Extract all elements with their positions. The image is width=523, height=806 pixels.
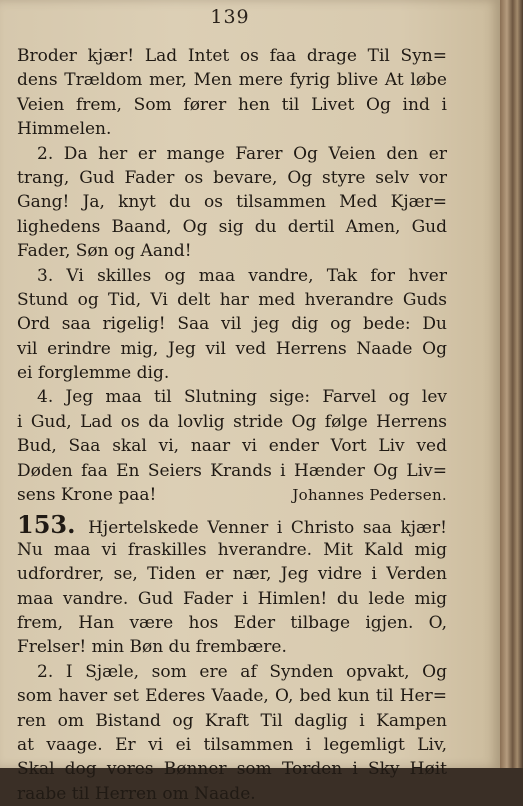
text-line: Stund og Tid, Vi delt har med hverandre Guds <box>17 289 447 310</box>
text-line: Skal dog vores Bønner som Torden i Sky Høit <box>17 759 447 780</box>
hymn-heading-line <box>17 510 447 540</box>
text-line: Veien frem, Som fører hen til Livet Og ind i <box>17 94 447 115</box>
text-line: ei forglemme dig. <box>17 363 170 384</box>
text-line: at vaage. Er vi ei tilsammen i legemligt Liv, <box>17 734 447 755</box>
verse-start-line: 4. Jeg maa til Slutning sige: Farvel og lev <box>37 387 447 408</box>
verse-start-line: 3. Vi skilles og maa vandre, Tak for hver <box>37 265 447 286</box>
text-line: ren om Bistand og Kraft Til daglig i Kampen <box>17 710 447 731</box>
text-line: udfordrer, se, Tiden er nær, Jeg vidre i Verden <box>17 564 447 585</box>
closing-line <box>17 483 447 507</box>
text-line: trang, Gud Fader os bevare, Og styre selv vor <box>17 167 447 188</box>
verse-start-line: 2. Da her er mange Farer Og Veien den er <box>37 143 447 164</box>
text-line: Bud, Saa skal vi, naar vi ender Vort Liv ved <box>17 436 447 457</box>
text-line: lighedens Baand, Og sig du dertil Amen, Gud <box>17 216 447 237</box>
text-line: vil erindre mig, Jeg vil ved Herrens Naade Og <box>17 338 447 359</box>
text-line: Ord saa rigelig! Saa vil jeg dig og bede: Du <box>17 314 447 335</box>
text-line: dens Trældom mer, Men mere fyrig blive At løbe <box>17 70 447 91</box>
verse-start-line: 2. I Sjæle, som ere af Synden opvakt, Og <box>37 661 447 682</box>
text-line: Broder kjær! Lad Intet os faa drage Til Syn= <box>17 46 447 66</box>
text-line: Gang! Ja, knyt du os tilsammen Med Kjær= <box>17 192 447 213</box>
page-number: 139 <box>210 6 250 28</box>
text-line: maa vandre. Gud Fader i Himlen! du lede mig <box>17 588 447 609</box>
text-line: Frelser! min Bøn du frembære. <box>17 637 287 658</box>
page-text <box>17 44 447 806</box>
text-line: Fader, Søn og Aand! <box>17 241 192 262</box>
text-line: frem, Han være hos Eder tilbage igjen. O, <box>17 612 447 633</box>
text-line: i Gud, Lad os da lovlig stride Og følge Herrens <box>17 411 447 432</box>
text-line: raabe til Herren om Naade. <box>17 783 256 804</box>
text-line: Himmelen. <box>17 119 112 140</box>
hymn-first-line: Hjertelskede Venner i Christo saa kjær! <box>88 518 447 539</box>
text-line: Døden faa En Seiers Krands i Hænder Og Liv= <box>17 460 447 481</box>
book-page-edge <box>500 0 523 768</box>
author-name: Johannes Pedersen. <box>292 486 447 505</box>
text-line-end: sens Krone paa! <box>17 485 157 506</box>
hymn-number: 153. <box>17 510 76 540</box>
text-line: Nu maa vi fraskilles hverandre. Mit Kald mig <box>17 539 447 560</box>
text-line: som haver set Ederes Vaade, O, bed kun til Her= <box>17 686 447 707</box>
